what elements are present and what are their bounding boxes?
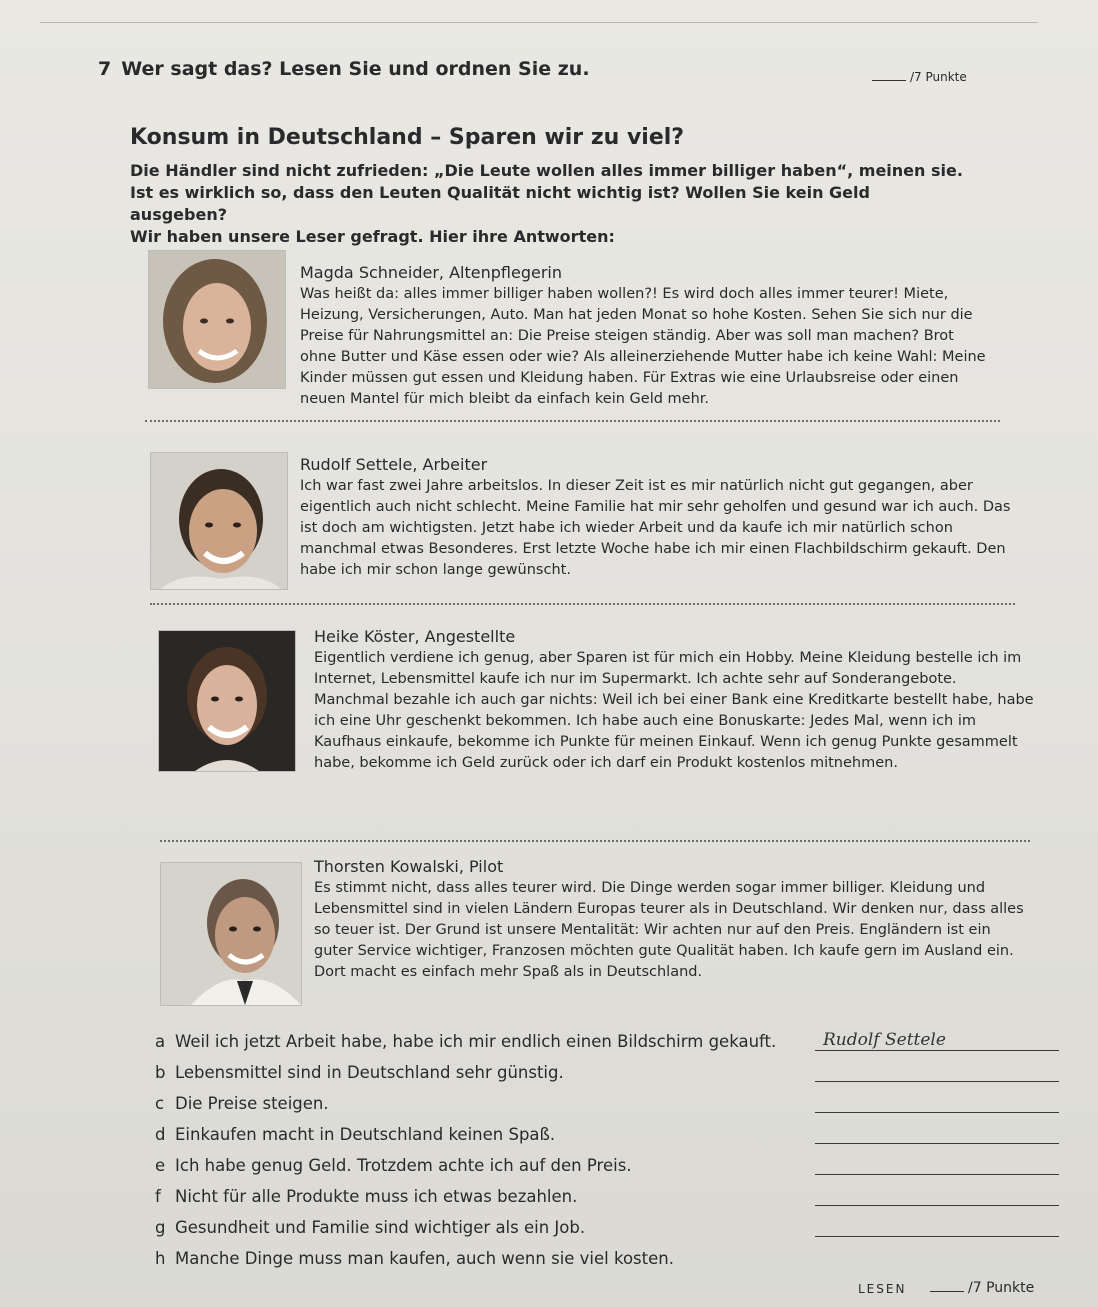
statement-letter: b bbox=[155, 1063, 166, 1082]
article-title: Konsum in Deutschland – Sparen wir zu viel? bbox=[130, 125, 685, 150]
points-blank[interactable] bbox=[930, 1291, 964, 1292]
statement-letter: f bbox=[155, 1187, 161, 1206]
statement-rudolf-settele bbox=[300, 454, 1020, 581]
article-intro bbox=[130, 160, 970, 248]
person-name: Thorsten Kowalski, Pilot bbox=[314, 857, 504, 876]
statement-item bbox=[155, 1125, 1085, 1156]
points-blank[interactable] bbox=[872, 80, 906, 81]
photo-magda-schneider bbox=[148, 250, 286, 389]
task-number: 7 bbox=[98, 58, 112, 80]
statement-item bbox=[155, 1094, 1085, 1125]
statement-text: Lebensmittel sind in Deutschland sehr günstig. bbox=[175, 1063, 564, 1082]
task-heading bbox=[98, 58, 590, 80]
statement-letter: g bbox=[155, 1218, 166, 1237]
section-divider bbox=[145, 420, 1000, 422]
task-instruction: Wer sagt das? Lesen Sie und ordnen Sie zu. bbox=[121, 58, 590, 80]
person-text: Ich war fast zwei Jahre arbeitslos. In dieser Zeit ist es mir natürlich nicht gut gegangen, aber eigentlich auch nicht schlecht. Meine Familie hat mir sehr geholfen und gesund war ich auch. Das ist doch am wichtigsten. Jetzt habe ich wieder Arbeit und da kaufe ich mir natürlich schon manchmal etwas Besonderes. Erst letzte Woche habe ich mir einen Flachbildschirm gekauft. Den habe ich mir schon lange gewünscht. bbox=[300, 478, 1011, 578]
person-text: Es stimmt nicht, dass alles teurer wird. Die Dinge werden sogar immer billiger. Kleidung und Lebensmittel sind in vielen Ländern Europas teurer als in Deutschland. Wir denken nur, dass alles so teuer ist. Der Grund ist unsere Mentalität: Wir achten nur auf den Preis. Engländern ist ein guter Service wichtiger, Franzosen möchten gute Qualität haben. Ich kaufe gern im Ausland ein. Dort macht es einfach mehr Spaß als in Deutschland. bbox=[314, 880, 1024, 980]
photo-rudolf-settele bbox=[150, 452, 288, 590]
points-label: /7 Punkte bbox=[910, 70, 967, 84]
statement-letter: e bbox=[155, 1156, 166, 1175]
statement-text: Nicht für alle Produkte muss ich etwas bezahlen. bbox=[175, 1187, 578, 1206]
answer-line[interactable] bbox=[815, 1081, 1059, 1082]
statement-letter: d bbox=[155, 1125, 166, 1144]
total-points bbox=[930, 1280, 1034, 1296]
photo-thorsten-kowalski bbox=[160, 862, 302, 1006]
answer-line[interactable] bbox=[815, 1174, 1059, 1175]
answer-line[interactable] bbox=[815, 1143, 1059, 1144]
answer-line[interactable] bbox=[815, 1050, 1059, 1051]
intro-line: Die Händler sind nicht zufrieden: „Die Leute wollen alles immer billiger haben“, meinen sie. bbox=[130, 161, 963, 180]
statement-text: Die Preise steigen. bbox=[175, 1094, 329, 1113]
statement-item bbox=[155, 1063, 1085, 1094]
statement-letter: c bbox=[155, 1094, 165, 1113]
task-points bbox=[872, 70, 967, 84]
statement-heike-koester bbox=[314, 626, 1034, 774]
statement-list bbox=[155, 1032, 1085, 1280]
person-name: Rudolf Settele, Arbeiter bbox=[300, 455, 488, 474]
points-label: /7 Punkte bbox=[968, 1280, 1035, 1296]
statement-letter: a bbox=[155, 1032, 166, 1051]
section-label: LESEN bbox=[858, 1282, 907, 1296]
answer-line[interactable] bbox=[815, 1236, 1059, 1237]
statement-item bbox=[155, 1218, 1085, 1249]
statement-text: Ich habe genug Geld. Trotzdem achte ich auf den Preis. bbox=[175, 1156, 632, 1175]
statement-text: Gesundheit und Familie sind wichtiger als ein Job. bbox=[175, 1218, 586, 1237]
statement-text: Einkaufen macht in Deutschland keinen Spaß. bbox=[175, 1125, 556, 1144]
section-divider bbox=[160, 840, 1030, 842]
person-text: Eigentlich verdiene ich genug, aber Sparen ist für mich ein Hobby. Meine Kleidung bestelle ich im Internet, Lebensmittel kaufe ich nur im Supermarkt. Ich achte sehr auf Sonderangebote. Manchmal bezahle ich auch gar nichts: Weil ich bei einer Bank eine Kreditkarte bestellt habe, habe ich eine Uhr geschenkt bekommen. Ich habe auch eine Bonuskarte: Jedes Mal, wenn ich im Kaufhaus einkaufe, bekomme ich Punkte für meinen Einkauf. Wenn ich genug Punkte gesammelt habe, bekomme ich Geld zurück oder ich darf ein Produkt kostenlos mitnehmen. bbox=[314, 650, 1034, 771]
answer-line[interactable] bbox=[815, 1112, 1059, 1113]
person-text: Was heißt da: alles immer billiger haben wollen?! Es wird doch alles immer teurer! Miete, Heizung, Versicherungen, Auto. Man hat jeden Monat so hohe Kosten. Sehen Sie sich nur die Preise für Nahrungsmittel an: Die Preise steigen ständig. Aber was soll man machen? Brot ohne Butter und Käse essen oder wie? Als alleinerziehende Mutter habe ich keine Wahl: Meine Kinder müssen gut essen und Kleidung haben. Für Extras wie eine Urlaubsreise oder einen neuen Mantel für mich bleibt da einfach kein Geld mehr. bbox=[300, 286, 986, 407]
person-name: Heike Köster, Angestellte bbox=[314, 627, 516, 646]
photo-heike-koester bbox=[158, 630, 296, 772]
intro-line: Wir haben unsere Leser gefragt. Hier ihre Antworten: bbox=[130, 227, 615, 246]
statement-text: Weil ich jetzt Arbeit habe, habe ich mir endlich einen Bildschirm gekauft. bbox=[175, 1032, 777, 1051]
statement-item bbox=[155, 1032, 1085, 1063]
statement-item bbox=[155, 1187, 1085, 1218]
statement-thorsten-kowalski bbox=[314, 856, 1034, 983]
statement-text: Manche Dinge muss man kaufen, auch wenn sie viel kosten. bbox=[175, 1249, 674, 1268]
statement-letter: h bbox=[155, 1249, 166, 1268]
person-name: Magda Schneider, Altenpflegerin bbox=[300, 263, 562, 282]
statement-item bbox=[155, 1156, 1085, 1187]
intro-line: Ist es wirklich so, dass den Leuten Qualität nicht wichtig ist? Wollen Sie kein Geld ausgeben? bbox=[130, 183, 870, 224]
statement-item bbox=[155, 1249, 1085, 1280]
statement-magda-schneider bbox=[300, 262, 990, 410]
section-divider bbox=[150, 603, 1015, 605]
answer-handwritten: Rudolf Settele bbox=[823, 1030, 946, 1050]
answer-line[interactable] bbox=[815, 1205, 1059, 1206]
page-top-rule bbox=[40, 22, 1038, 23]
